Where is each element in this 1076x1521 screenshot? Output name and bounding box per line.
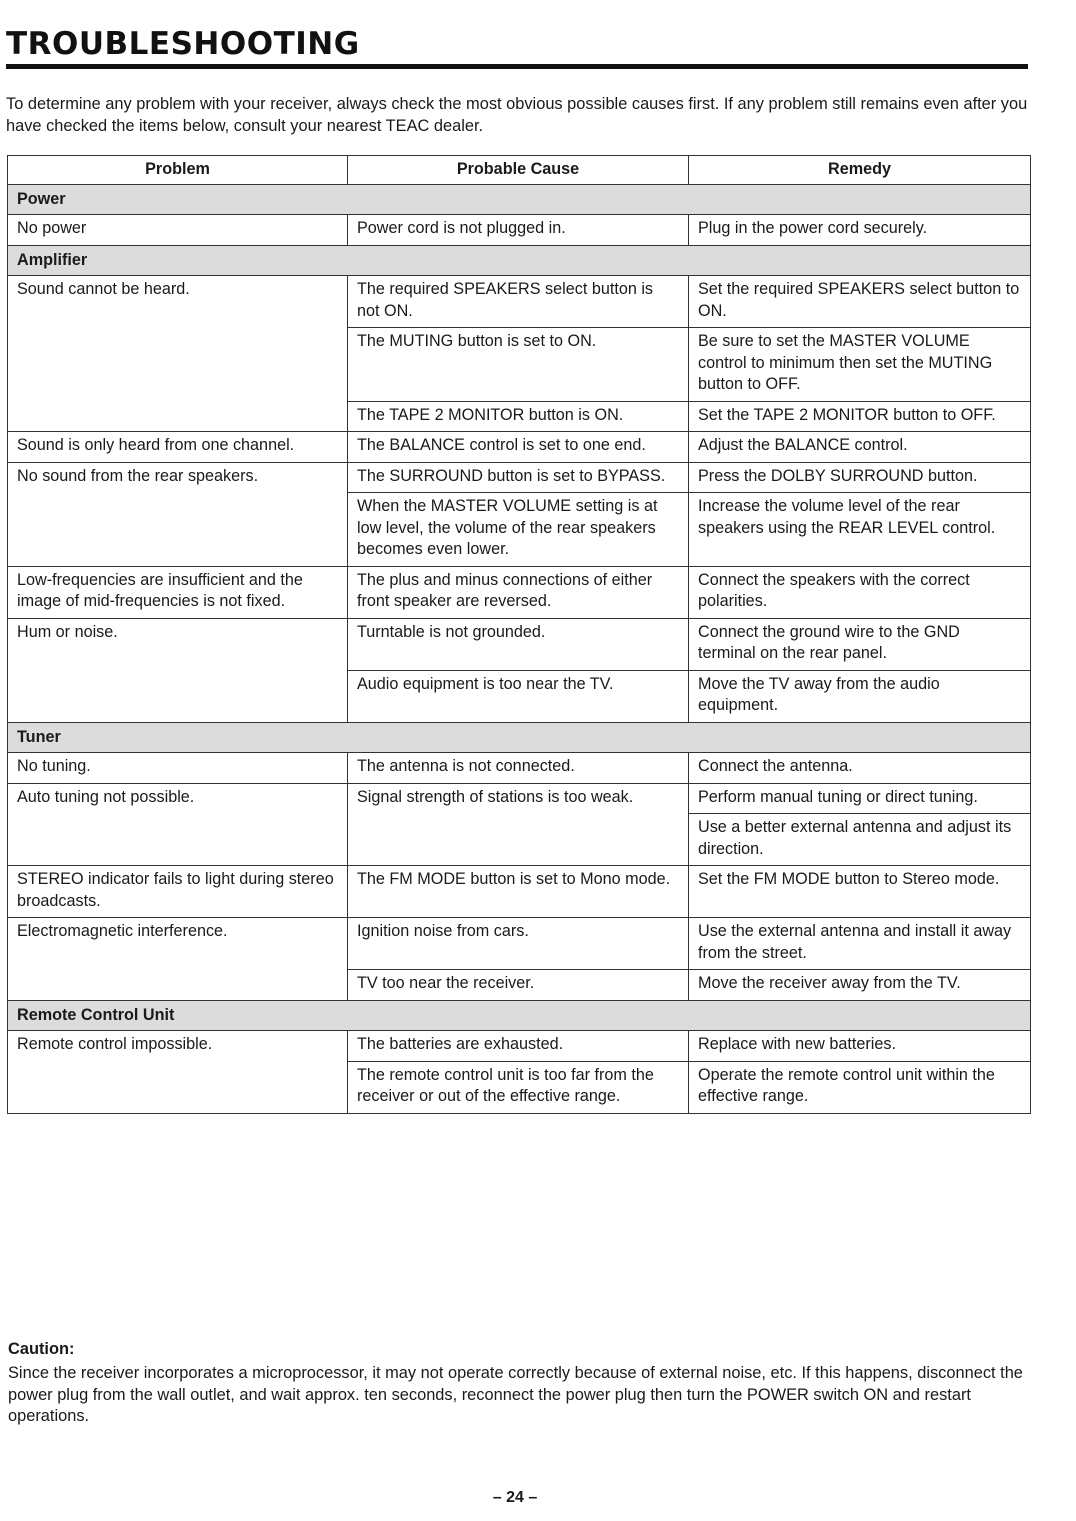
intro-paragraph: To determine any problem with your receiver, always check the most obvious possible causes first. If any problem still remains even after you have checked the items below, consult your nearest TEAC dealer. — [6, 95, 1028, 135]
table-header-row — [8, 156, 1031, 185]
remedy-cell: Connect the ground wire to the GND terminal on the rear panel. — [689, 618, 1031, 670]
remedy-cell: Adjust the BALANCE control. — [689, 432, 1031, 463]
remedy-cell: Be sure to set the MASTER VOLUME control to minimum then set the MUTING button to OFF. — [689, 328, 1031, 402]
remedy-cell: Perform manual tuning or direct tuning. — [689, 783, 1031, 814]
section-row-amplifier — [8, 245, 1031, 276]
remedy-cell: Connect the antenna. — [689, 753, 1031, 784]
cause-cell: When the MASTER VOLUME setting is at low level, the volume of the rear speakers becomes even lower. — [348, 493, 689, 567]
page-number: – 24 – — [492, 1489, 538, 1506]
problem-cell: Auto tuning not possible. — [8, 783, 348, 866]
remedy-cell: Move the TV away from the audio equipment. — [689, 670, 1031, 722]
cause-cell: The SURROUND button is set to BYPASS. — [348, 462, 689, 493]
section-row-remote — [8, 1000, 1031, 1031]
cause-cell: Signal strength of stations is too weak. — [348, 783, 689, 866]
cause-cell: The antenna is not connected. — [348, 753, 689, 784]
cause-cell: TV too near the receiver. — [348, 970, 689, 1001]
cause-cell: The TAPE 2 MONITOR button is ON. — [348, 401, 689, 432]
problem-cell: Sound is only heard from one channel. — [8, 432, 348, 463]
problem-cell: Low-frequencies are insufficient and the image of mid-frequencies is not fixed. — [8, 566, 348, 618]
header-problem: Problem — [8, 156, 348, 185]
remedy-cell: Set the TAPE 2 MONITOR button to OFF. — [689, 401, 1031, 432]
problem-cell: No power — [8, 215, 348, 246]
cause-cell: The batteries are exhausted. — [348, 1031, 689, 1062]
problem-cell: No tuning. — [8, 753, 348, 784]
cause-cell: Audio equipment is too near the TV. — [348, 670, 689, 722]
section-label: Remote Control Unit — [8, 1000, 1031, 1031]
problem-cell: Sound cannot be heard. — [8, 276, 348, 432]
caution-paragraph: Since the receiver incorporates a microprocessor, it may not operate correctly because of external noise, etc. If this happens, disconnect the power plug from the wall outlet, and wait approx. ten seconds, reconnect the power plug then turn the POWER switch ON and restart operations. — [8, 1364, 1023, 1425]
remedy-cell: Set the FM MODE button to Stereo mode. — [689, 866, 1031, 918]
table-row — [8, 432, 1031, 463]
header-remedy: Remedy — [689, 156, 1031, 185]
section-label: Tuner — [8, 722, 1031, 753]
remedy-cell: Press the DOLBY SURROUND button. — [689, 462, 1031, 493]
table-row — [8, 783, 1031, 814]
cause-cell: The plus and minus connections of either front speaker are reversed. — [348, 566, 689, 618]
section-row-power — [8, 184, 1031, 215]
remedy-cell: Replace with new batteries. — [689, 1031, 1031, 1062]
table-row — [8, 618, 1031, 670]
table-row — [8, 566, 1031, 618]
table-row — [8, 918, 1031, 970]
cause-cell: The required SPEAKERS select button is not ON. — [348, 276, 689, 328]
problem-cell: STEREO indicator fails to light during stereo broadcasts. — [8, 866, 348, 918]
table-row — [8, 215, 1031, 246]
table-row — [8, 753, 1031, 784]
table-row — [8, 1031, 1031, 1062]
table-row — [8, 276, 1031, 328]
page-title: TROUBLESHOOTING — [6, 26, 360, 62]
cause-cell: The MUTING button is set to ON. — [348, 328, 689, 402]
remedy-cell: Increase the volume level of the rear speakers using the REAR LEVEL control. — [689, 493, 1031, 567]
remedy-cell: Set the required SPEAKERS select button to ON. — [689, 276, 1031, 328]
cause-cell: The BALANCE control is set to one end. — [348, 432, 689, 463]
header-probable-cause: Probable Cause — [348, 156, 689, 185]
cause-cell: Power cord is not plugged in. — [348, 215, 689, 246]
remedy-cell: Move the receiver away from the TV. — [689, 970, 1031, 1001]
table-row — [8, 866, 1031, 918]
cause-cell: Turntable is not grounded. — [348, 618, 689, 670]
title-underline — [6, 64, 1028, 69]
table-row — [8, 462, 1031, 493]
caution-heading: Caution: — [8, 1340, 75, 1358]
problem-cell: Remote control impossible. — [8, 1031, 348, 1114]
cause-cell: The FM MODE button is set to Mono mode. — [348, 866, 689, 918]
remedy-cell: Operate the remote control unit within the effective range. — [689, 1061, 1031, 1113]
remedy-cell: Use a better external antenna and adjust its direction. — [689, 814, 1031, 866]
remedy-cell: Plug in the power cord securely. — [689, 215, 1031, 246]
section-label: Power — [8, 184, 1031, 215]
problem-cell: Hum or noise. — [8, 618, 348, 722]
remedy-cell: Connect the speakers with the correct polarities. — [689, 566, 1031, 618]
cause-cell: Ignition noise from cars. — [348, 918, 689, 970]
section-label: Amplifier — [8, 245, 1031, 276]
troubleshooting-table — [7, 155, 1031, 1114]
problem-cell: Electromagnetic interference. — [8, 918, 348, 1001]
cause-cell: The remote control unit is too far from the receiver or out of the effective range. — [348, 1061, 689, 1113]
problem-cell: No sound from the rear speakers. — [8, 462, 348, 566]
section-row-tuner — [8, 722, 1031, 753]
remedy-cell: Use the external antenna and install it away from the street. — [689, 918, 1031, 970]
